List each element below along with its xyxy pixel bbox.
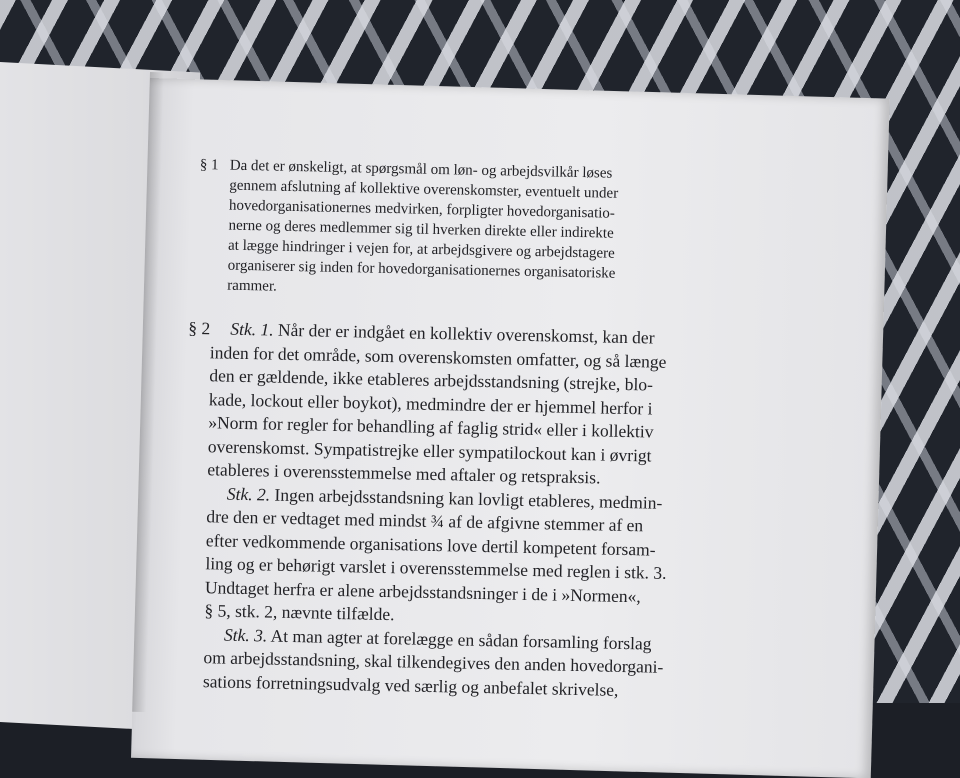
text-line: at lægge hindringer i vejen for, at arbejdsgivere og arbejdstagere (227, 237, 615, 262)
section-number: § 1 (199, 156, 219, 174)
text-line: sations forretningsudvalg ved særlig og anbefalet skrivelse, (202, 670, 619, 700)
text-line: »Norm for regler for behandling af faglig strid« eller i kollektiv (208, 412, 654, 442)
text-line: gennem afslutning af kollektive overenskomster, eventuelt under (229, 177, 619, 202)
text-line: den er gældende, ikke etableres arbejdsstandsning (strejke, blo- (209, 365, 654, 395)
text-line: nerne og deres medlemmer sig til hverken direkte eller indirekte (228, 217, 614, 242)
stk-label: Stk. 3. (223, 624, 268, 646)
text-line: At man agter at forelægge en sådan forsamling forslag (270, 625, 652, 654)
text-line: efter vedkommende organisations love dertil kompetent forsam- (205, 529, 656, 560)
text-line: dre den er vedtaget med mindst ¾ af de afgivne stemmer af en (206, 506, 644, 536)
text-line: Ingen arbejdsstandsning kan lovligt etableres, medmin- (274, 484, 663, 513)
text-line: § 5, stk. 2, nævnte tilfælde. (204, 600, 395, 625)
text-line: hovedorganisationernes medvirken, forpligter hovedorganisatio- (228, 197, 616, 222)
text-line: ling og er behørigt varslet i overensstemmelse med reglen i stk. 3. (205, 553, 667, 583)
text-line: om arbejdsstandsning, skal tilkendegives den anden hovedorgani- (203, 647, 664, 677)
section-2 (189, 317, 837, 706)
text-line: overenskomst. Sympatistrejke eller sympatilockout kan i øvrigt (207, 435, 652, 466)
text-line: inden for det område, som overenskomsten omfatter, og så længe (209, 341, 667, 372)
text-line: Undtaget herfra er alene arbejdsstandsninger i de i »Normen«, (204, 576, 641, 606)
stk-label: Stk. 2. (226, 483, 271, 505)
stk-label: Stk. 1. (230, 318, 274, 340)
text-line: rammer. (227, 277, 278, 295)
text-line: Da det er ønskeligt, at spørgsmål om løn- og arbejdsvilkår løses (229, 157, 613, 182)
text-line: Når der er indgået en kollektiv overenskomst, kan der (277, 319, 655, 348)
text-line: kade, lockout eller boykot), medmindre der er hjemmel herfor i (208, 388, 653, 419)
section-number: § 2 (188, 317, 211, 339)
section-1 (197, 155, 650, 304)
text-line: organiserer sig inden for hovedorganisationernes organisatoriske (227, 257, 616, 282)
page-text (189, 155, 840, 706)
text-line: etableres i overensstemmelse med aftaler og retspraksis. (207, 459, 601, 488)
